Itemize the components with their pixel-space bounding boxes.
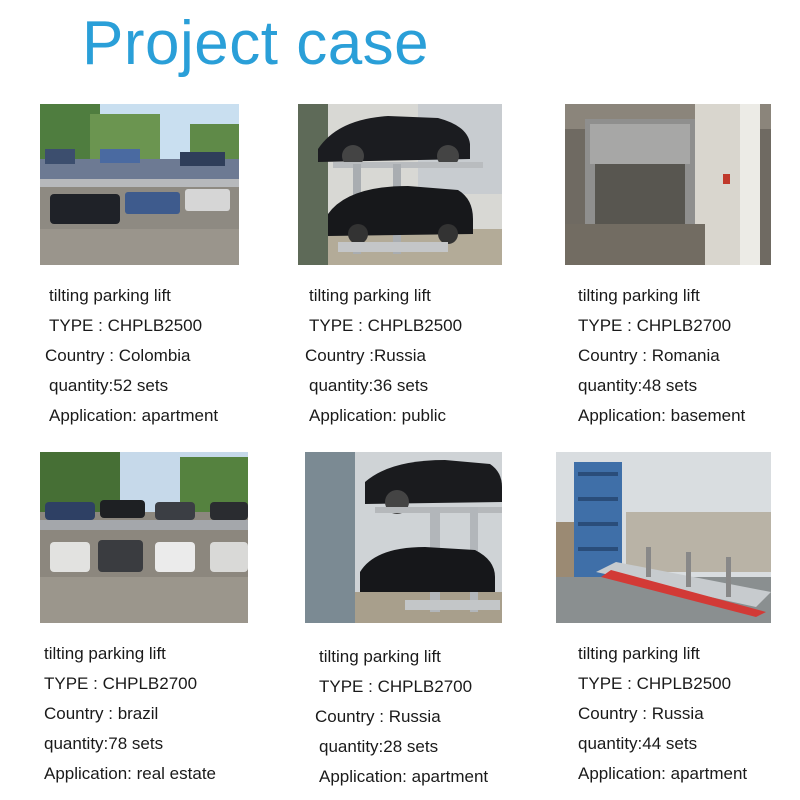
case-country: Country : Russia — [578, 704, 704, 723]
case-photo-russia-1 — [298, 104, 502, 265]
case-application: Application: apartment — [49, 406, 219, 425]
case-name: tilting parking lift — [49, 286, 171, 305]
page-title: Project case — [82, 9, 430, 78]
case-quantity: quantity:44 sets — [578, 734, 698, 753]
case-photo-russia-3 — [556, 452, 771, 623]
case-type: TYPE : CHPLB2500 — [578, 674, 732, 693]
case-quantity: quantity:36 sets — [309, 376, 429, 395]
case-info-4 — [44, 639, 216, 789]
case-photo-brazil — [40, 452, 248, 623]
case-country: Country : Colombia — [45, 346, 191, 365]
case-application: Application: basement — [578, 406, 746, 425]
case-application: Application: apartment — [319, 767, 489, 786]
case-name: tilting parking lift — [578, 644, 700, 663]
case-info-3 — [578, 281, 745, 431]
case-name: tilting parking lift — [44, 644, 166, 663]
case-info-2 — [305, 281, 463, 431]
case-quantity: quantity:52 sets — [49, 376, 169, 395]
case-quantity: quantity:78 sets — [44, 734, 164, 753]
case-photo-romania — [565, 104, 771, 265]
case-photo-colombia — [40, 104, 239, 265]
case-type: TYPE : CHPLB2500 — [49, 316, 203, 335]
case-country: Country :Russia — [305, 346, 426, 365]
case-type: TYPE : CHPLB2700 — [44, 674, 198, 693]
case-quantity: quantity:28 sets — [319, 737, 439, 756]
case-application: Application: apartment — [578, 764, 748, 783]
case-type: TYPE : CHPLB2700 — [578, 316, 732, 335]
case-photo-russia-2 — [305, 452, 502, 623]
case-info-1 — [45, 281, 219, 431]
case-quantity: quantity:48 sets — [578, 376, 698, 395]
case-name: tilting parking lift — [309, 286, 431, 305]
case-country: Country : Russia — [315, 707, 441, 726]
case-type: TYPE : CHPLB2700 — [319, 677, 473, 696]
case-info-6 — [578, 639, 747, 789]
case-name: tilting parking lift — [578, 286, 700, 305]
case-country: Country : Romania — [578, 346, 720, 365]
case-type: TYPE : CHPLB2500 — [309, 316, 463, 335]
case-name: tilting parking lift — [319, 647, 441, 666]
case-application: Application: real estate — [44, 764, 216, 783]
case-info-5 — [315, 642, 489, 792]
case-country: Country : brazil — [44, 704, 159, 723]
case-application: Application: public — [309, 406, 447, 425]
